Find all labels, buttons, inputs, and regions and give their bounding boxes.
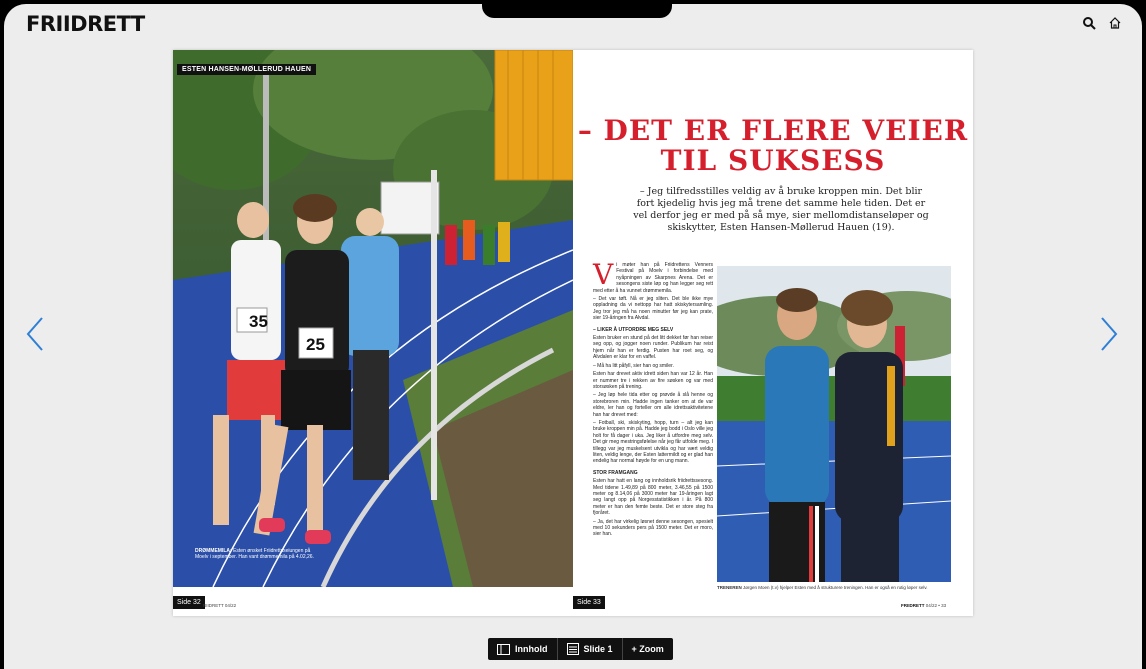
previous-page-arrow-icon[interactable] (24, 314, 48, 354)
contents-label: Innhold (515, 644, 548, 654)
subheading-2: STOR FRAMGANG (593, 469, 638, 476)
headline-line-2: TIL SUKSESS (660, 144, 886, 177)
contents-icon (497, 644, 510, 655)
body-paragraph: Esten har hatt en lang og innholdsrik friidrettssesong. Med tidene 1.49,89 på 800 meter, 3.46,55 på 1500 meter og 8.14,06 på 3000 meter har 19-åringen lagt seg langt opp på Norgesstatistikken i år. På 800 meter er han den femte beste. Det er store steg fra fjoråret. (593, 478, 713, 517)
slide-icon (567, 643, 579, 655)
article-ingress: – Jeg tilfredsstilles veldig av å bruke kroppen min. Det blir fort kjedelig hvis jeg må trene det samme hele tiden. Det er vel derfor jeg er med på så mye, sier mellomdistanseløper og skiskytter, Esten Hansen-Møllerud Hauen (19). (633, 186, 929, 233)
footer-issue: 04/22 • 33 (925, 603, 947, 608)
body-paragraph: – Det var tøft. Nå er jeg sliten. Det ble ikke mye oppladning da vi nettopp har hatt skiskytersamling. Jeg tror jeg må ha noen minutter før jeg kan prate, sier 19-åringen fra Alvdal. (593, 296, 713, 322)
top-icons (1082, 16, 1124, 32)
contents-button[interactable] (488, 638, 558, 660)
caption-title: DRØMMEMILA: (195, 548, 232, 554)
article-name-tag: ESTEN HANSEN-MØLLERUD HAUEN (177, 64, 316, 75)
page-label-left: Side 32 (173, 596, 205, 609)
top-bar (4, 4, 1142, 44)
app-window (4, 4, 1142, 669)
right-photo-caption (717, 585, 957, 590)
slide-label: Slide 1 (583, 644, 613, 654)
subheading-1: – LIKER Å UTFORDRE MEG SELV (593, 326, 674, 333)
app-logo[interactable]: FRIIDRETT (26, 12, 145, 36)
body-paragraph: – Jeg løp hele tida etter og prøvde å slå henne og storebroren min. Hadde ingen tanker om at de var eldre, ler han og forteller om alle idrettsaktivitetene han har drevet med: (593, 392, 713, 418)
magazine-spread[interactable] (173, 50, 973, 616)
left-photo-caption (195, 548, 315, 560)
right-page-footer (901, 603, 946, 608)
body-paragraph: – Må ha litt påfyll, sier han og smiler. (593, 362, 674, 369)
home-icon[interactable] (1108, 16, 1124, 32)
right-page (573, 50, 973, 616)
dropcap: V (593, 258, 614, 291)
trainer-and-athlete-photo (717, 266, 951, 582)
body-paragraph: – Ja, det har virkelig løsnet denne sesongen, spesielt med 10 sekunders pers på 1500 meter. Det er moro, sier han. (593, 518, 713, 538)
slide-button[interactable] (558, 638, 623, 660)
headline-line-1: – DET ER FLERE VEIER (577, 114, 969, 147)
article-headline (573, 116, 973, 176)
left-page-footer: RIIDRETT 04/22 (203, 603, 237, 608)
running-race-photo (173, 50, 573, 587)
bib-35: 35 (249, 312, 268, 331)
photo-caption-text: Jørgen Moen (t.v) hjelper Esten med å strukturere treningen. Han er også en rutig løper selv. (743, 585, 928, 590)
body-paragraph: Esten bruker en stund på det litt dekket før han reiser seg opp, og jogger noen runder. Publikum har reist hjem når han er ferdig. Pusten har roet seg, og Alvdalen er klar for en vaffel. (593, 335, 713, 361)
left-page (173, 50, 573, 616)
next-page-arrow-icon[interactable] (1096, 314, 1120, 354)
body-paragraph: Esten har drevet aktiv idrett siden han var 12 år. Han er nummer tre i rekken av fire søsken og var med storsøsken på trening. (593, 371, 713, 390)
search-icon[interactable] (1082, 16, 1098, 32)
body-paragraph: – Fotball, ski, skiskyting, hopp, turn – alt jeg kan bruke kroppen min på. Hadde jeg bodd i Oslo ville jeg holt for få dager i uka. Jeg liker å utfordre meg selv. Det gir meg mestringsfølelse når jeg får utfolde meg. I tillegg var jeg muskelsent utvikla og har vært veldig liten, veldig lenge, der Esten lattermildt og er glad han endelig har normal høyde for en ung mann. (593, 419, 713, 465)
reader-toolbar (488, 638, 673, 660)
article-body (593, 258, 713, 540)
bib-25: 25 (306, 335, 325, 354)
zoom-label: + Zoom (631, 644, 664, 654)
footer-brand: FRIIDRETT (901, 603, 925, 608)
zoom-button[interactable] (623, 638, 673, 660)
photo-caption-title: TRENEREN (717, 585, 742, 590)
caption-text: Esten ønsket Friidrettsseiungen på Moelv i september. Han vant drømmemila på 4.02,26. (195, 548, 314, 560)
page-label-right: Side 33 (573, 596, 605, 609)
body-intro: i møter han på Friidrettens Venners Festival på Moelv i forbindelse med nyåpningen av Skarpnes Arena. Det er sesongens siste løp og han legger seg rett med etter å ha vunnet drømmemila. (593, 262, 713, 294)
